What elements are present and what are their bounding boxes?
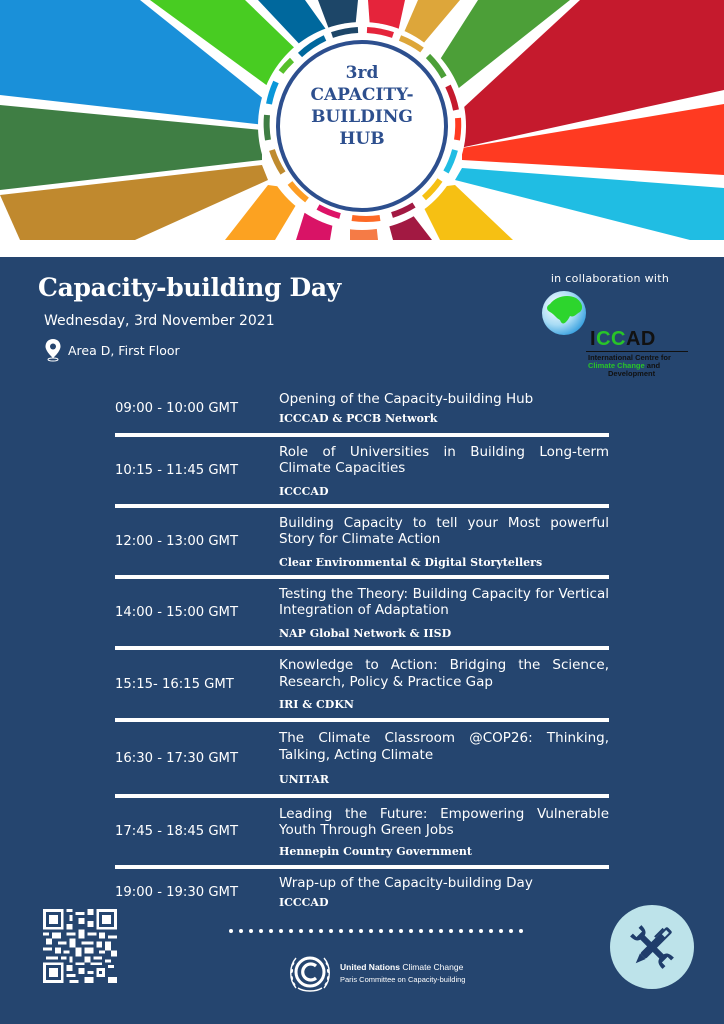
- session-time: 09:00 - 10:00 GMT: [115, 400, 238, 416]
- session-time: 10:15 - 11:45 GMT: [115, 463, 238, 478]
- wordmark-green: CC: [596, 328, 626, 350]
- un-emblem-icon: [288, 952, 332, 994]
- schedule-row: [115, 869, 609, 915]
- unfccc-title: [340, 962, 465, 972]
- schedule-row: [115, 650, 609, 718]
- location-text: Area D, First Floor: [68, 342, 180, 358]
- pen-wrench-icon: [625, 920, 679, 974]
- session-organizer: ICCCAD: [279, 484, 329, 498]
- schedule-row: [115, 437, 609, 504]
- session-time: 16:30 - 17:30 GMT: [115, 750, 238, 766]
- dotted-divider: [228, 928, 528, 934]
- hero-banner: [0, 0, 724, 257]
- session-title: Opening of the Capacity-building Hub: [279, 391, 534, 408]
- icccad-wordmark: [590, 328, 656, 351]
- logo-rule: [586, 351, 688, 352]
- session-time: 14:00 - 15:00 GMT: [115, 605, 238, 620]
- collaboration-block: [540, 272, 680, 378]
- hub-title: [290, 62, 434, 150]
- subtitle-line: International Centre for: [588, 353, 671, 362]
- session-title: Testing the Theory: Building Capacity for Vertical Integration of Adaptation: [279, 585, 609, 618]
- session-title: Knowledge to Action: Bridging the Science, Research, Policy & Practice Gap: [279, 657, 609, 690]
- event-title: Capacity-building Day: [38, 273, 342, 302]
- session-content: [279, 586, 609, 640]
- hub-title-line: CAPACITY-: [310, 85, 414, 105]
- session-title: The Climate Classroom @COP26: Thinking, Talking, Acting Climate: [279, 730, 609, 763]
- session-content: [279, 730, 609, 786]
- schedule-row: [115, 798, 609, 865]
- hub-title-line: 3rd: [345, 63, 379, 83]
- unfccc-logo: [288, 952, 465, 994]
- session-organizer: Hennepin Country Government: [279, 844, 472, 858]
- schedule-row: [115, 383, 609, 433]
- hub-title-line: HUB: [339, 129, 385, 149]
- schedule-row: [115, 508, 609, 575]
- session-title: Wrap-up of the Capacity-building Day: [279, 875, 533, 892]
- session-time: 19:00 - 19:30 GMT: [115, 884, 238, 900]
- tools-badge: [610, 905, 694, 989]
- collaboration-label: in collaboration with: [550, 272, 670, 285]
- hub-title-line: BUILDING: [311, 107, 413, 127]
- schedule-row: [115, 579, 609, 646]
- session-time: 12:00 - 13:00 GMT: [115, 534, 238, 549]
- session-content: [279, 391, 609, 425]
- session-content: [279, 657, 609, 711]
- icccad-subtitle: [588, 354, 671, 378]
- unfccc-title-bold: United Nations: [340, 962, 400, 972]
- subtitle-and: and: [644, 361, 661, 370]
- session-time: 15:15- 16:15 GMT: [115, 676, 234, 692]
- session-organizer: UNITAR: [279, 773, 330, 786]
- wordmark-suffix: AD: [625, 328, 656, 350]
- subtitle-line: Development: [608, 369, 656, 378]
- unfccc-text: [340, 962, 465, 984]
- session-organizer: IRI & CDKN: [279, 698, 354, 711]
- session-content: [279, 444, 609, 498]
- session-content: [279, 515, 609, 569]
- session-organizer: Clear Environmental & Digital Storytellers: [279, 555, 543, 569]
- session-organizer: NAP Global Network & IISD: [279, 626, 452, 640]
- globe-icon: [540, 288, 590, 338]
- unfccc-title-regular: Climate Change: [399, 962, 464, 972]
- session-title: Leading the Future: Empowering Vulnerable Youth Through Green Jobs: [279, 805, 609, 838]
- qr-code-icon[interactable]: [43, 909, 117, 983]
- location-pin-icon: [44, 338, 62, 362]
- session-organizer: ICCCAD & PCCB Network: [279, 411, 438, 425]
- icccad-logo: [540, 288, 690, 378]
- session-title: Building Capacity to tell your Most powerful Story for Climate Action: [279, 514, 609, 547]
- session-content: [279, 875, 609, 909]
- event-date: Wednesday, 3rd November 2021: [44, 313, 275, 329]
- schedule-row: [115, 722, 609, 794]
- wordmark-prefix: I: [590, 328, 597, 350]
- schedule-list: [115, 383, 609, 915]
- session-title: Role of Universities in Building Long-term Climate Capacities: [279, 443, 609, 476]
- session-time: 17:45 - 18:45 GMT: [115, 824, 238, 839]
- session-content: [279, 806, 609, 858]
- subtitle-green: Climate Change: [588, 361, 645, 370]
- unfccc-subtitle: Paris Committee on Capacity-building: [340, 975, 466, 984]
- session-organizer: ICCCAD: [279, 895, 329, 909]
- event-location: [44, 338, 180, 362]
